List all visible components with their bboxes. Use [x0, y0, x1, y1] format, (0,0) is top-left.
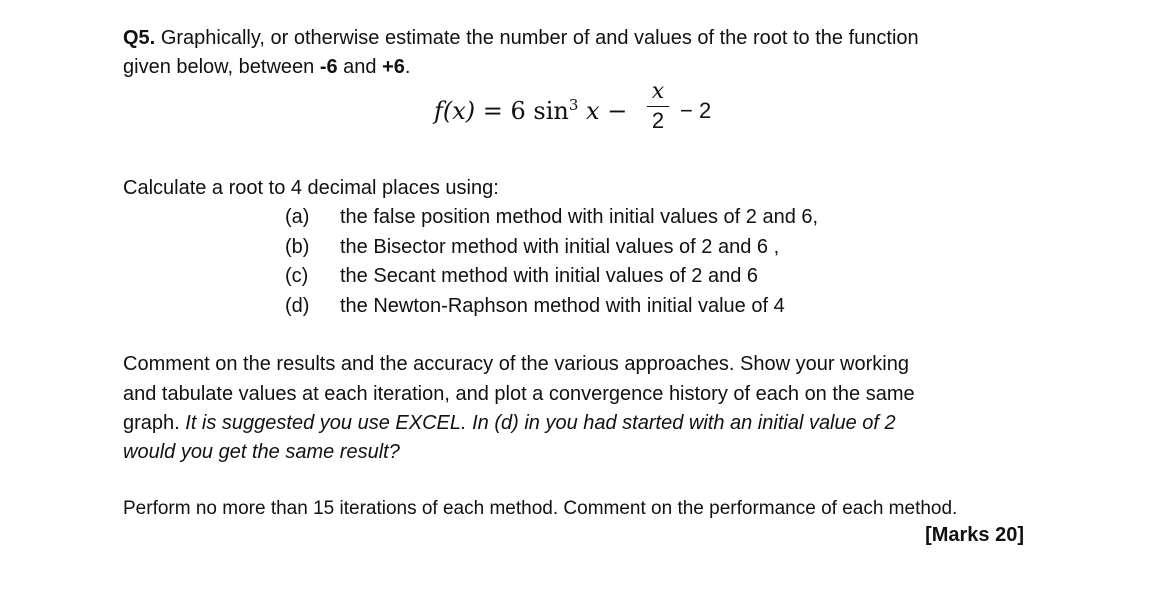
formula-minus: − [599, 97, 628, 125]
question-line-1 [123, 25, 919, 51]
comment-line-3-italic: It is suggested you use EXCEL. In (d) in you had started with an initial value of 2 [185, 412, 896, 434]
formula-lhs: f(x) [434, 97, 476, 125]
range-period: . [404, 56, 411, 78]
question-intro: Graphically, or otherwise estimate the number of and values of the root to the function [160, 27, 919, 49]
range-low: -6 [319, 56, 338, 78]
method-label-c: (c) [285, 265, 309, 287]
range-and: and [337, 56, 383, 78]
formula-fraction [644, 80, 672, 133]
method-label-d: (d) [285, 295, 310, 317]
question-line-2 [123, 54, 410, 80]
function-formula [434, 96, 627, 125]
comment-line-1: Comment on the results and the accuracy of the various approaches. Show your working [123, 353, 909, 375]
comment-line-3-plain: graph. [123, 412, 186, 434]
comment-line-4: would you get the same result? [123, 441, 400, 463]
method-label-a: (a) [285, 206, 310, 228]
formula-equals: = 6 sin [475, 97, 569, 125]
marks-label: [Marks 20] [925, 524, 1024, 546]
fraction-numerator: x [651, 79, 665, 104]
iterations-note: Perform no more than 15 iterations of each method. Comment on the performance of each method. [123, 498, 958, 519]
method-text-b: the Bisector method with initial values of 2 and 6 , [340, 236, 780, 258]
comment-line-3 [123, 410, 896, 436]
method-text-d: the Newton-Raphson method with initial value of 4 [340, 295, 785, 317]
formula-var: x [578, 97, 600, 125]
method-label-b: (b) [285, 236, 310, 258]
calc-prompt: Calculate a root to 4 decimal places using: [123, 177, 499, 199]
method-text-a: the false position method with initial values of 2 and 6, [340, 206, 819, 228]
range-prefix: given below, between [123, 56, 320, 78]
question-number: Q5. [123, 27, 156, 49]
fraction-bar [647, 106, 669, 107]
method-text-c: the Secant method with initial values of 2 and 6 [340, 265, 759, 287]
range-high: +6 [382, 56, 405, 78]
formula-tail: − 2 [680, 98, 712, 123]
comment-line-2: and tabulate values at each iteration, and plot a convergence history of each on the same [123, 383, 915, 405]
fraction-denominator: 2 [651, 108, 665, 133]
formula-power: 3 [568, 96, 579, 114]
